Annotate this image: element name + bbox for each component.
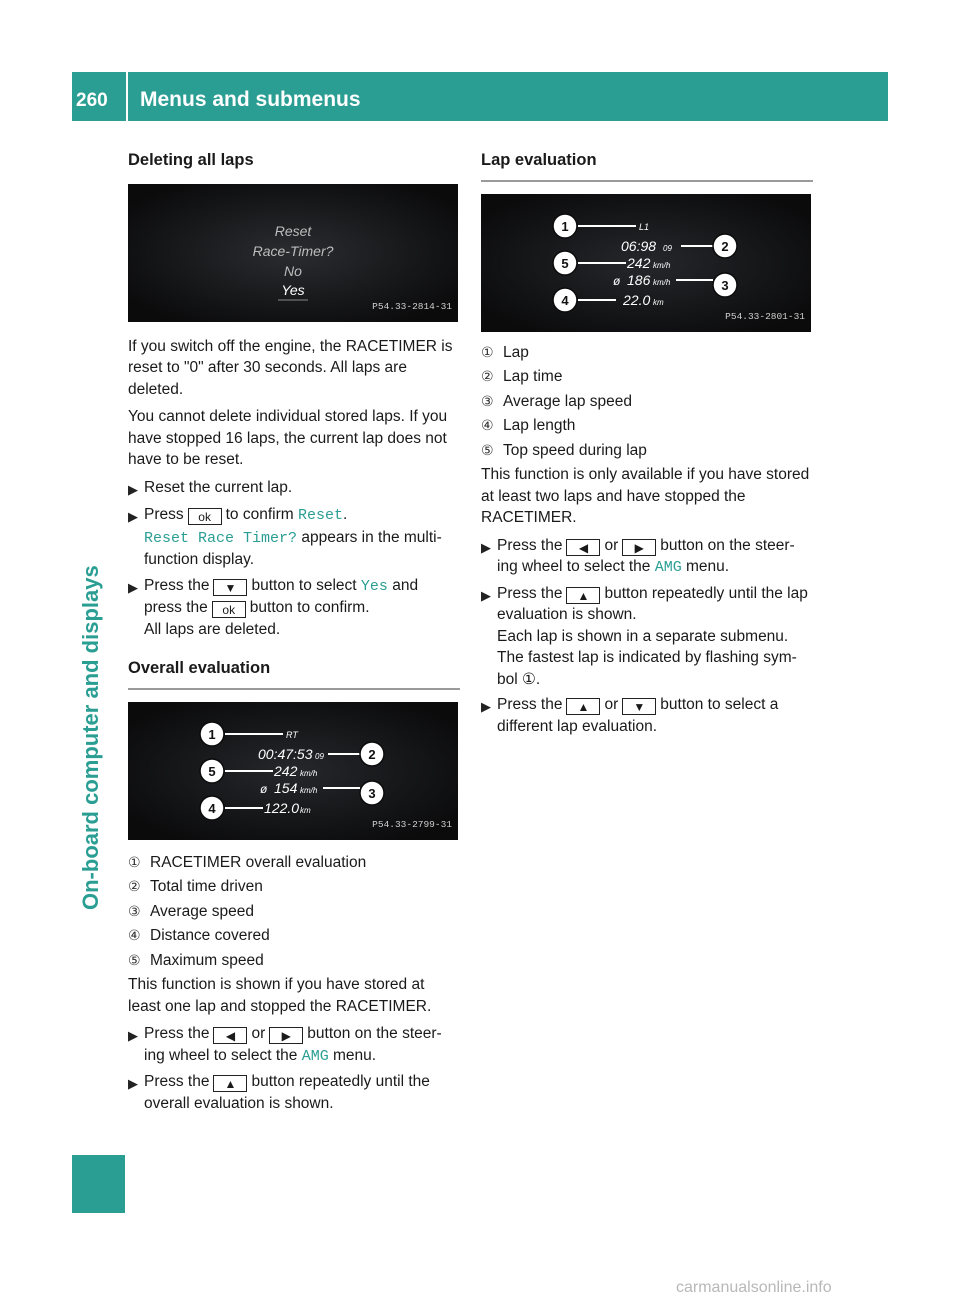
step-arrow-icon: ▶ (128, 481, 138, 497)
header-divider (126, 72, 128, 121)
watermark: carmanualsonline.info (676, 1279, 832, 1296)
svg-text:09: 09 (315, 751, 324, 761)
up-key-icon: ▲ (566, 587, 600, 604)
ok-key-icon: ok (212, 601, 246, 618)
svg-text:ø: ø (613, 273, 621, 288)
instruction-step: ▶ Press the ▲ or ▼ button to select a different lap evaluation. (481, 694, 813, 737)
paragraph: If you switch off the engine, the RACETIMER is reset to "0" after 30 seconds. All laps are deleted. (128, 337, 453, 398)
legend-item: ② Lap time (481, 368, 563, 385)
callout-symbol: ① (522, 670, 536, 688)
legend-item: ① RACETIMER overall evaluation (128, 853, 367, 871)
svg-text:06:98: 06:98 (621, 237, 657, 254)
display-text: AMG (654, 559, 682, 576)
svg-text:5: 5 (561, 255, 569, 271)
svg-text:154: 154 (274, 779, 298, 796)
legend-list (128, 852, 460, 972)
svg-text:km: km (300, 805, 311, 815)
paragraph: This function is only available if you have stored at least two laps and have stopped the RACETIMER. (481, 466, 810, 526)
legend-item: ② Total time driven (128, 878, 263, 895)
svg-text:5: 5 (208, 763, 216, 779)
svg-text:km/h: km/h (653, 260, 671, 270)
up-key-icon: ▲ (566, 698, 600, 715)
step-arrow-icon: ▶ (481, 699, 491, 714)
svg-text:km: km (653, 297, 664, 307)
display-text: Reset (298, 507, 344, 524)
instruction-step: ▶ Press the ◀ or ▶ button on the steer-ing wheel to select the AMG menu. (128, 1023, 460, 1067)
svg-text:2: 2 (368, 746, 376, 762)
figure-code: P54.33-2801-31 (725, 311, 805, 322)
paragraph: This function is shown if you have stored at least one lap and stopped the RACETIMER. (128, 976, 432, 1015)
svg-text:242: 242 (627, 254, 651, 271)
svg-text:1: 1 (561, 218, 569, 234)
svg-text:L1: L1 (639, 221, 650, 232)
step-arrow-icon: ▶ (128, 579, 138, 595)
svg-text:2: 2 (721, 238, 729, 254)
legend-item: ④ Distance covered (128, 927, 270, 944)
step-arrow-icon: ▶ (481, 587, 491, 603)
svg-text:km/h: km/h (653, 277, 671, 287)
svg-text:242: 242 (274, 762, 298, 779)
section-title-overall: Overall evaluation (128, 658, 460, 690)
legend-item: ⑤ Top speed during lap (481, 441, 647, 459)
svg-text:km/h: km/h (300, 768, 318, 778)
ok-key-icon: ok (188, 508, 222, 525)
right-column (481, 150, 813, 741)
legend-item: ④ Lap length (481, 417, 576, 434)
figure-code: P54.33-2799-31 (372, 819, 452, 830)
section-title-lap: Lap evaluation (481, 150, 813, 182)
instruction-step: ▶ Press ok to confirm Reset. Reset Race Timer? appears in the multi-function display. (128, 504, 460, 571)
paragraph: You cannot delete individual stored laps. If you have stopped 16 laps, the current lap does not have to be reset. (128, 408, 448, 468)
reset-line-1: Reset (274, 222, 312, 239)
display-text: Yes (360, 577, 388, 595)
svg-text:km/h: km/h (300, 785, 318, 795)
svg-text:1: 1 (208, 726, 216, 742)
reset-line-yes: Yes (281, 281, 305, 298)
left-column (128, 150, 460, 1118)
legend-item: ③ Average lap speed (481, 392, 632, 410)
down-key-icon: ▼ (213, 579, 247, 596)
right-key-icon: ▶ (269, 1027, 303, 1044)
svg-text:122.0: 122.0 (264, 799, 300, 816)
instruction-step: ▶ Reset the current lap. (128, 477, 460, 501)
svg-text:RT: RT (286, 729, 298, 740)
instruction-step: ▶ Press the ▲ button repeatedly until the overall evaluation is shown. (128, 1071, 460, 1114)
side-tab-label: On-board computer and displays (78, 565, 103, 910)
instruction-step: ▶ Press the ▼ button to select Yes and press the ok button to confirm. All laps are deleted. (128, 575, 460, 641)
instruction-step: ▶ Press the ▲ button repeatedly until the lap evaluation is shown. Each lap is shown in a separate submenu. The fastest lap is indicated by flashing sym-bol ①. (481, 583, 813, 691)
side-tab (78, 565, 118, 950)
step-arrow-icon: ▶ (128, 1028, 138, 1043)
svg-text:4: 4 (561, 292, 569, 308)
side-tab-marker (72, 1155, 125, 1213)
svg-text:3: 3 (368, 785, 376, 801)
up-key-icon: ▲ (213, 1075, 247, 1092)
legend-item: ① Lap (481, 343, 529, 361)
reset-line-no: No (284, 262, 302, 279)
figure-lap-display (481, 194, 811, 332)
svg-text:186: 186 (627, 271, 651, 288)
svg-text:ø: ø (260, 781, 268, 796)
legend-item: ⑤ Maximum speed (128, 951, 264, 969)
section-title-deleting: Deleting all laps (128, 151, 254, 169)
svg-text:00:47:53: 00:47:53 (258, 745, 313, 762)
svg-text:22.0: 22.0 (623, 291, 651, 308)
instruction-step: ▶ Press the ◀ or ▶ button on the steer-ing wheel to select the AMG menu. (481, 535, 813, 579)
figure-overall-display (128, 702, 458, 840)
figure-code: P54.33-2814-31 (372, 301, 452, 312)
left-key-icon: ◀ (213, 1027, 247, 1044)
legend-item: ③ Average speed (128, 902, 254, 920)
page-number: 260 (76, 90, 108, 111)
right-key-icon: ▶ (622, 539, 656, 556)
svg-text:4: 4 (208, 800, 216, 816)
svg-text:3: 3 (721, 277, 729, 293)
left-key-icon: ◀ (566, 539, 600, 556)
display-text: AMG (301, 1047, 329, 1065)
step-arrow-icon: ▶ (128, 1076, 138, 1091)
svg-text:09: 09 (663, 243, 672, 253)
figure-reset-display (128, 184, 458, 322)
page-title: Menus and submenus (140, 88, 361, 111)
display-text: Reset Race Timer? (144, 529, 298, 547)
legend-list (481, 342, 813, 462)
step-arrow-icon: ▶ (481, 539, 491, 555)
step-arrow-icon: ▶ (128, 509, 138, 524)
down-key-icon: ▼ (622, 698, 656, 715)
reset-line-2: Race-Timer? (252, 242, 334, 259)
